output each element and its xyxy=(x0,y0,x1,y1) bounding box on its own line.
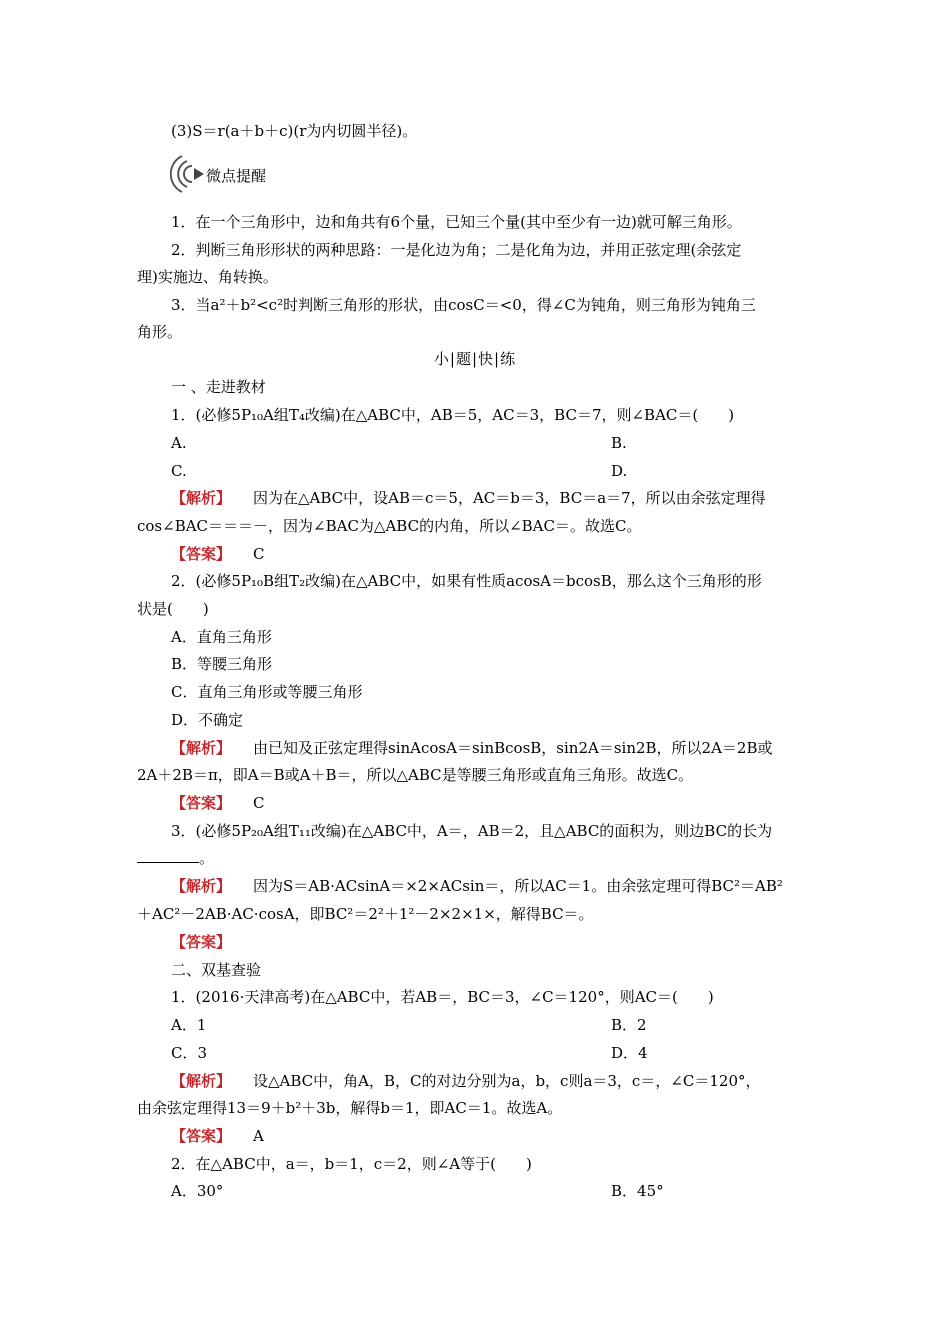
formula-line: (3)S＝r(a＋b＋c)(r为内切圆半径)。 xyxy=(171,122,418,140)
answer-blank xyxy=(137,848,199,863)
p3-solution-line-1 xyxy=(171,876,783,896)
p2-answer: C xyxy=(253,794,265,812)
q2-1-question: 1．(2016·天津高考)在△ABC中，若AB＝，BC＝3，∠C＝120°，则AC＝( ) xyxy=(171,988,714,1006)
answer-label: 【答案】 xyxy=(171,1127,232,1145)
part1-title: 一 、走进教材 xyxy=(171,378,266,396)
p1-solution-line-1 xyxy=(171,488,766,508)
p2-question-line-2: 状是( ) xyxy=(137,600,209,618)
q2-1-option-a: A．1 xyxy=(171,1016,207,1034)
p2-option-c: C．直角三角形或等腰三角形 xyxy=(171,683,363,701)
q2-1-solution-text-1: 设△ABC中，角A，B，C的对边分别为a，b，c则a＝3，c＝，∠C＝120°， xyxy=(253,1072,761,1090)
p2-question-line-1: 2．(必修5P₁₀B组T₂改编)在△ABC中，如果有性质acosA＝bcosB，那么这个三角形的形 xyxy=(171,572,762,590)
p1-option-b: B. xyxy=(611,434,627,452)
tip-title: 微点提醒 xyxy=(206,167,267,185)
p2-option-b: B．等腰三角形 xyxy=(171,655,273,673)
p1-option-c: C. xyxy=(171,462,187,480)
tip-line-2a: 2．判断三角形形状的两种思路：一是化边为角；二是化角为边，并用正弦定理(余弦定 xyxy=(171,241,742,259)
p1-solution-line-2: cos∠BAC＝＝＝－，因为∠BAC为△ABC的内角，所以∠BAC＝。故选C。 xyxy=(137,517,642,535)
p2-option-a: A．直角三角形 xyxy=(171,628,272,646)
section-header: 小|题|快|练 xyxy=(433,350,517,368)
p1-solution-text-1: 因为在△ABC中，设AB＝c＝5，AC＝b＝3，BC＝a＝7，所以由余弦定理得 xyxy=(253,489,766,507)
q2-2-option-b: B．45° xyxy=(611,1182,664,1200)
q2-1-solution-line-2: 由余弦定理得13＝9＋b²＋3b，解得b＝1，即AC＝1。故选A。 xyxy=(137,1099,563,1117)
q2-1-option-c: C．3 xyxy=(171,1044,208,1062)
tip-line-1: 1．在一个三角形中，边和角共有6个量，已知三个量(其中至少有一边)就可解三角形。 xyxy=(171,213,742,231)
analysis-label: 【解析】 xyxy=(171,877,232,895)
analysis-label: 【解析】 xyxy=(171,739,232,757)
p1-question: 1．(必修5P₁₀A组T₄改编)在△ABC中，AB＝5，AC＝3，BC＝7，则∠BAC＝( ) xyxy=(171,406,735,424)
q2-1-answer: A xyxy=(253,1127,264,1145)
signal-icon xyxy=(170,152,206,196)
p3-solution-text-1: 因为S＝AB·ACsinA＝×2×ACsin＝，所以AC＝1。由余弦定理可得BC²＝AB² xyxy=(253,877,783,895)
p3-question-line-2 xyxy=(137,848,214,868)
q2-2-option-a: A．30° xyxy=(171,1182,224,1200)
tip-line-2b: 理)实施边、角转换。 xyxy=(137,268,278,286)
p1-answer: C xyxy=(253,545,265,563)
p3-answer-line xyxy=(171,932,231,952)
q2-1-option-b: B．2 xyxy=(611,1016,647,1034)
part2-title: 二、双基查验 xyxy=(171,961,262,979)
analysis-label: 【解析】 xyxy=(171,489,232,507)
p2-solution-line-1 xyxy=(171,738,773,758)
analysis-label: 【解析】 xyxy=(171,1072,232,1090)
q2-2-question: 2．在△ABC中，a＝，b＝1，c＝2，则∠A等于( ) xyxy=(171,1155,532,1173)
answer-label: 【答案】 xyxy=(171,545,232,563)
tip-line-3b: 角形。 xyxy=(137,323,183,341)
p1-option-d: D. xyxy=(611,462,628,480)
p2-answer-line xyxy=(171,793,265,813)
q2-1-answer-line xyxy=(171,1126,264,1146)
answer-label: 【答案】 xyxy=(171,933,232,951)
p1-option-a: A. xyxy=(171,434,187,452)
q2-1-option-d: D．4 xyxy=(611,1044,648,1062)
p3-solution-line-2: ＋AC²－2AB·AC·cosA，即BC²＝2²＋1²－2×2×1×，解得BC＝。 xyxy=(137,905,594,923)
p3-question-line-1: 3．(必修5P₂₀A组T₁₁改编)在△ABC中，A＝，AB＝2，且△ABC的面积为，则边BC的长为 xyxy=(171,822,773,840)
p3-question-suffix: 。 xyxy=(199,849,215,867)
q2-1-solution-line-1 xyxy=(171,1071,761,1091)
p2-solution-line-2: 2A＋2B＝π，即A＝B或A＋B＝，所以△ABC是等腰三角形或直角三角形。故选C。 xyxy=(137,766,694,784)
p2-solution-text-1: 由已知及正弦定理得sinAcosA＝sinBcosB，sin2A＝sin2B，所以2A＝2B或 xyxy=(253,739,773,757)
answer-label: 【答案】 xyxy=(171,794,232,812)
p2-option-d: D．不确定 xyxy=(171,711,244,729)
tip-line-3a: 3．当a²＋b²<c²时判断三角形的形状，由cosC＝<0，得∠C为钝角，则三角形为钝角三 xyxy=(171,296,756,314)
p1-answer-line xyxy=(171,544,265,564)
